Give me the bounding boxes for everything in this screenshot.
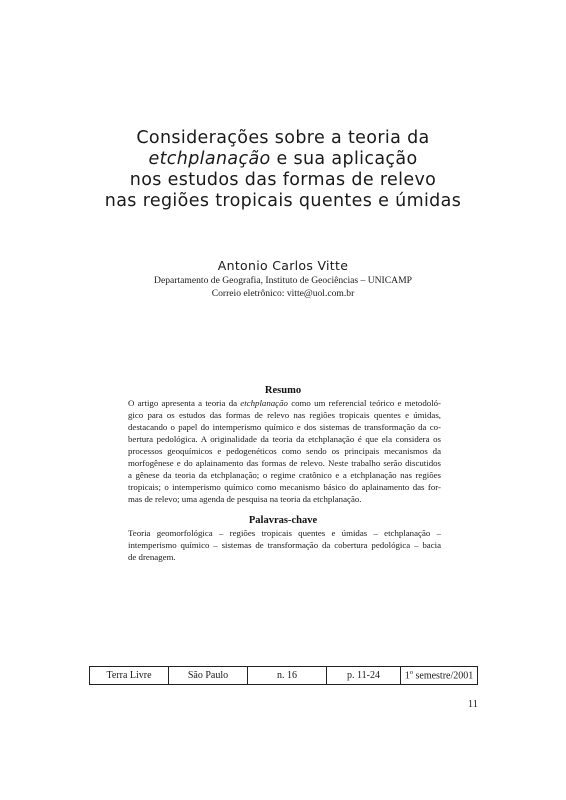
journal-issue: n. 16 bbox=[248, 667, 327, 685]
keywords-line: intemperismo químico – sistemas de transformação da cobertura pedológica – bacia bbox=[128, 540, 441, 551]
author-affiliation-block bbox=[60, 275, 506, 300]
title-italic-term: etchplanação bbox=[148, 149, 271, 169]
semester-ordinal: o bbox=[409, 669, 413, 677]
abstract-line bbox=[128, 397, 441, 409]
journal-city: São Paulo bbox=[169, 667, 248, 685]
abstract-line: gico para os estudos das formas de relevo nas regiões tropicais quentes e úmidas, bbox=[128, 410, 441, 421]
abstract-line: tropicais; o intemperismo químico como mecanismo básico do aplainamento das for- bbox=[128, 482, 441, 493]
keywords-line: de drenagem. bbox=[128, 552, 176, 563]
abstract-line: destacando o papel do intemperismo químico e dos sistemas de transformação da co- bbox=[128, 422, 441, 433]
journal-semester bbox=[401, 667, 478, 685]
title-line-4: nas regiões tropicais quentes e úmidas bbox=[104, 191, 462, 211]
title-line-1: Considerações sobre a teoria da bbox=[136, 128, 430, 148]
author-affiliation: Departamento de Geografia, Instituto de Geociências – UNICAMP bbox=[154, 275, 412, 286]
abstract-heading: Resumo bbox=[264, 385, 302, 396]
title-line-3: nos estudos das formas de relevo bbox=[129, 170, 437, 190]
abstract-italic-term: etchplanação bbox=[240, 398, 288, 408]
semester-number: 1 bbox=[404, 670, 410, 682]
citation-footer-table bbox=[89, 666, 478, 685]
title-line-2 bbox=[60, 149, 506, 170]
abstract-line: a gênese da teoria da etchplanação; o regime cratônico e a etchplanação nas regiões bbox=[128, 470, 441, 481]
citation-row bbox=[90, 667, 478, 685]
article-title bbox=[60, 128, 506, 212]
keywords-text bbox=[128, 527, 441, 563]
author-name: Antonio Carlos Vitte bbox=[217, 258, 349, 273]
journal-name: Terra Livre bbox=[90, 667, 169, 685]
abstract-line-1-start: O artigo apresenta a teoria da bbox=[128, 398, 241, 408]
semester-year: semestre/2001 bbox=[412, 670, 474, 682]
abstract-text bbox=[128, 397, 441, 505]
abstract-line: morfogênese e do aplainamento das formas de relevo. Neste trabalho serão discutidos bbox=[128, 458, 441, 469]
abstract-line-1-end: como um referencial teórico e metodoló- bbox=[287, 398, 442, 408]
keywords-line: Teoria geomorfológica – regiões tropicais quentes e úmidas – etchplanação – bbox=[128, 528, 441, 538]
journal-pages: p. 11-24 bbox=[327, 667, 401, 685]
abstract-line: mas de relevo; uma agenda de pesquisa na teoria da etchplanação. bbox=[128, 494, 362, 505]
title-line-2-rest: e sua aplicação bbox=[270, 149, 418, 169]
abstract-line: processos geoquímicos e pedogenéticos como sendo os principais mecanismos da bbox=[128, 446, 441, 457]
abstract-line: bertura pedológica. A originalidade da teoria da etchplanação é que ela considera os bbox=[128, 434, 441, 445]
author-email: Correio eletrônico: vitte@uol.com.br bbox=[211, 287, 355, 299]
keywords-heading: Palavras-chave bbox=[248, 515, 318, 526]
page-number: 11 bbox=[467, 699, 478, 710]
